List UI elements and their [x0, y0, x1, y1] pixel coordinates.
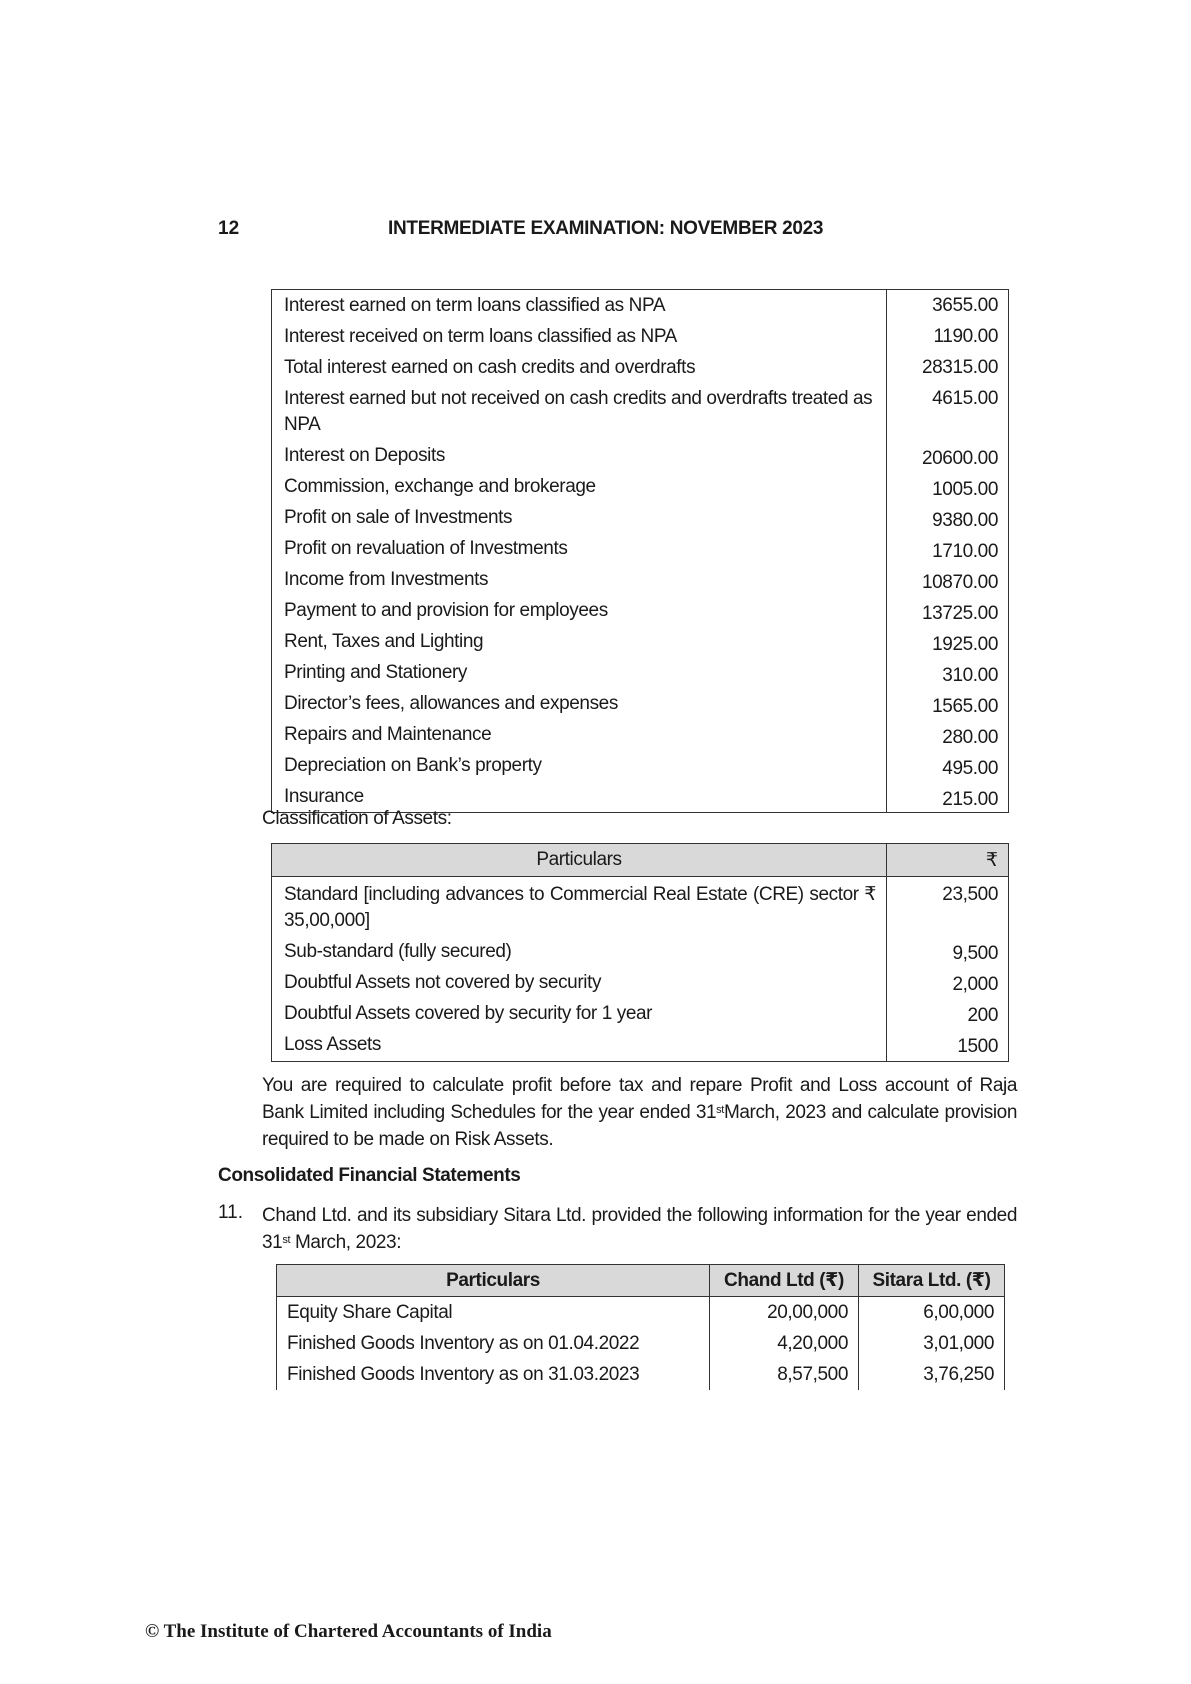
row-label: Interest on Deposits	[272, 440, 887, 471]
question-text-end: March, 2023:	[290, 1232, 402, 1253]
row-value: 200	[967, 1005, 998, 1026]
row-label: Printing and Stationery	[272, 657, 887, 688]
row-label: Total interest earned on cash credits and overdrafts	[272, 352, 887, 383]
table-row	[272, 1027, 1009, 1062]
row-value-sitara: 6,00,000	[923, 1302, 994, 1323]
table-header-row	[277, 1265, 1005, 1297]
table-row	[272, 657, 1009, 688]
row-label: Interest earned on term loans classified as NPA	[272, 290, 887, 322]
row-label: Insurance	[272, 781, 887, 813]
page-header-title: INTERMEDIATE EXAMINATION: NOVEMBER 2023	[388, 218, 824, 239]
row-value-chand: 4,20,000	[710, 1328, 859, 1359]
row-label: Doubtful Assets not covered by security	[272, 965, 887, 996]
row-value: 10870.00	[921, 572, 998, 593]
row-label: Interest earned but not received on cash credits and overdrafts treated as NPA	[272, 383, 887, 440]
row-label: Finished Goods Inventory as on 01.04.2022	[277, 1328, 710, 1359]
row-value: 20600.00	[921, 448, 998, 469]
row-value: 1925.00	[932, 634, 998, 655]
row-value: 28315.00	[921, 357, 998, 378]
row-value-chand: 8,57,500	[710, 1359, 859, 1390]
row-label: Interest received on term loans classified as NPA	[272, 321, 887, 352]
row-value: 495.00	[942, 758, 998, 779]
table-row	[277, 1297, 1005, 1329]
table-row	[272, 564, 1009, 595]
ordinal-suffix: st	[282, 1234, 291, 1246]
row-value: 280.00	[942, 727, 998, 748]
row-value: 9,500	[952, 943, 998, 964]
row-label: Repairs and Maintenance	[272, 719, 887, 750]
row-label: Profit on sale of Investments	[272, 502, 887, 533]
row-value: 1500	[957, 1036, 998, 1057]
table-row	[272, 290, 1009, 322]
row-value: 4615.00	[932, 388, 998, 409]
question-number: 11.	[218, 1202, 244, 1223]
row-value: 1565.00	[932, 696, 998, 717]
column-header-particulars: Particulars	[272, 844, 887, 877]
section-heading: Consolidated Financial Statements	[218, 1165, 521, 1186]
row-label: Sub-standard (fully secured)	[272, 934, 887, 965]
column-header-sitara: Sitara Ltd. (₹)	[859, 1265, 1005, 1297]
row-value: 23,500	[942, 884, 998, 905]
table-row	[272, 595, 1009, 626]
row-value: 1190.00	[933, 326, 998, 347]
table-row	[272, 321, 1009, 352]
table-row	[272, 877, 1009, 935]
row-value: 215.00	[942, 789, 998, 810]
table-row	[272, 502, 1009, 533]
ordinal-suffix: st	[716, 1104, 724, 1116]
row-label: Loss Assets	[272, 1027, 887, 1062]
table-row	[272, 688, 1009, 719]
row-label: Depreciation on Bank’s property	[272, 750, 887, 781]
table-row	[272, 719, 1009, 750]
row-label: Doubtful Assets covered by security for 1 year	[272, 996, 887, 1027]
column-header-particulars: Particulars	[277, 1265, 710, 1297]
row-label: Profit on revaluation of Investments	[272, 533, 887, 564]
row-label: Finished Goods Inventory as on 31.03.2023	[277, 1359, 710, 1390]
row-label: Equity Share Capital	[277, 1297, 710, 1329]
table-row	[272, 626, 1009, 657]
table-row	[272, 750, 1009, 781]
column-header-rupee: ₹	[887, 844, 1009, 877]
row-value: 3655.00	[932, 295, 998, 316]
row-value-chand: 20,00,000	[710, 1297, 859, 1329]
table-row	[277, 1328, 1005, 1359]
question-text-start: Chand Ltd. and its subsidiary Sitara Ltd. provided the following information for the year ended 31	[262, 1205, 1017, 1253]
row-value: 2,000	[952, 974, 998, 995]
row-value-sitara: 3,01,000	[923, 1333, 994, 1354]
row-label: Standard [including advances to Commercial Real Estate (CRE) sector ₹ 35,00,000]	[272, 877, 887, 935]
requirement-text-end: March, 2023 and calculate provision required to be made on Risk Assets.	[262, 1102, 1017, 1150]
asset-classification-table	[271, 843, 1009, 1062]
table-row	[277, 1359, 1005, 1390]
table-row	[272, 471, 1009, 502]
table-row	[272, 965, 1009, 996]
consolidated-data-table	[276, 1264, 1005, 1390]
page-number: 12	[218, 218, 240, 239]
classification-heading: Classification of Assets:	[262, 808, 452, 829]
row-label: Director’s fees, allowances and expenses	[272, 688, 887, 719]
requirement-paragraph	[262, 1072, 1017, 1153]
table-header-row	[272, 844, 1009, 877]
row-value: 13725.00	[921, 603, 998, 624]
row-label: Commission, exchange and brokerage	[272, 471, 887, 502]
row-label: Income from Investments	[272, 564, 887, 595]
table-row	[272, 996, 1009, 1027]
income-expense-table	[271, 289, 1009, 813]
row-label: Rent, Taxes and Lighting	[272, 626, 887, 657]
column-header-chand: Chand Ltd (₹)	[710, 1265, 859, 1297]
table-row	[272, 533, 1009, 564]
row-value-sitara: 3,76,250	[923, 1364, 994, 1385]
question-text	[262, 1202, 1017, 1256]
row-value: 1710.00	[932, 541, 998, 562]
row-value: 1005.00	[932, 479, 998, 500]
row-value: 310.00	[942, 665, 998, 686]
table-row	[272, 383, 1009, 440]
copyright-footer: © The Institute of Chartered Accountants of India	[145, 1621, 552, 1642]
requirement-text: You are required to calculate profit before tax and repare Profit and Loss account of Raja Bank Limited including Schedules for the year ended 31	[262, 1075, 1017, 1123]
table-row	[272, 352, 1009, 383]
row-label: Payment to and provision for employees	[272, 595, 887, 626]
table-row	[272, 440, 1009, 471]
row-value: 9380.00	[932, 510, 998, 531]
table-row	[272, 934, 1009, 965]
